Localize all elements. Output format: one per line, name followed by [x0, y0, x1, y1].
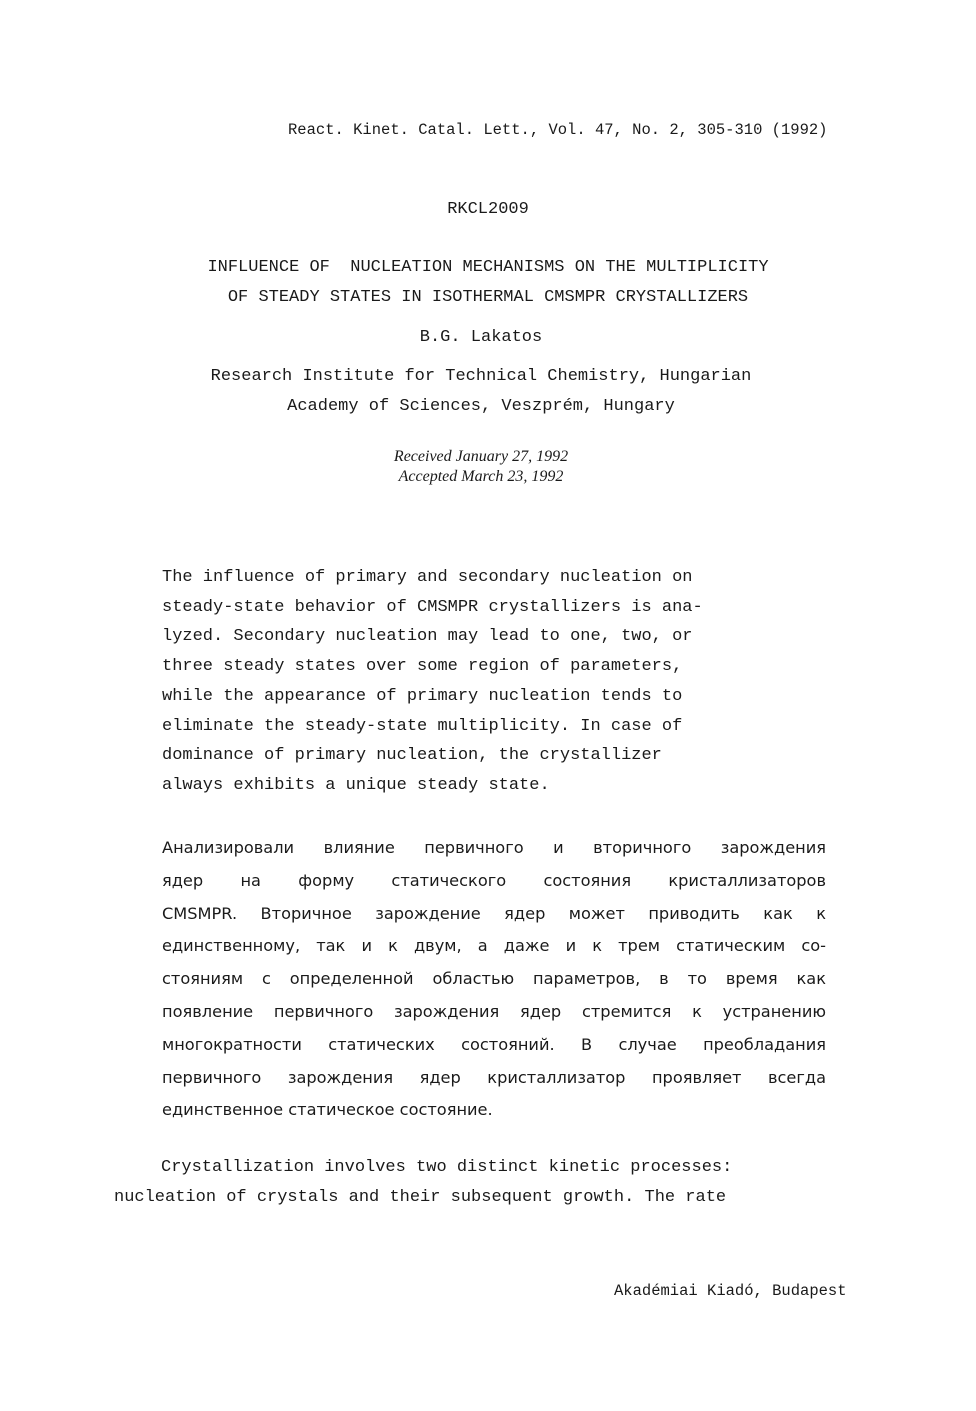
abstract-ru-line: первичного зарождения ядер кристаллизатор проявляет всегда	[162, 1067, 826, 1087]
body-line: Crystallization involves two distinct kinetic processes:	[161, 1158, 733, 1177]
abstract-en-line: while the appearance of primary nucleation tends to	[162, 686, 683, 706]
abstract-ru-line: ядер на форму статического состояния кристаллизаторов	[162, 870, 826, 890]
publisher-footer: Akadémiai Kiadó, Budapest	[614, 1282, 847, 1300]
abstract-en-line: The influence of primary and secondary nucleation on	[162, 568, 693, 587]
title-line-1: INFLUENCE OF NUCLEATION MECHANISMS ON THE MULTIPLICITY	[207, 258, 769, 277]
journal-citation: React. Kinet. Catal. Lett., Vol. 47, No. 2, 305-310 (1992)	[288, 121, 828, 139]
abstract-ru-line: появление первичного зарождения ядер стремится к устранению	[162, 1001, 826, 1021]
abstract-en-line: always exhibits a unique steady state.	[162, 775, 550, 795]
abstract-en-line: lyzed. Secondary nucleation may lead to one, two, or	[162, 627, 693, 647]
body-line: nucleation of crystals and their subsequent growth. The rate	[114, 1187, 727, 1207]
received-date: Received January 27, 1992	[393, 448, 569, 465]
abstract-en-line: steady-state behavior of CMSMPR crystallizers is ana-	[162, 597, 703, 617]
abstract-ru-line: Анализировали влияние первичного и вторичного зарождения	[162, 838, 826, 857]
affiliation-line-1: Research Institute for Technical Chemistry, Hungarian	[210, 367, 752, 386]
affiliation-line-2: Academy of Sciences, Veszprém, Hungary	[287, 397, 675, 416]
abstract-ru-line: CMSMPR. Вторичное зарождение ядер может приводить как к	[162, 903, 826, 923]
abstract-en-line: three steady states over some region of parameters,	[162, 657, 683, 677]
body-paragraph	[114, 1153, 732, 1212]
abstract-en-line: eliminate the steady-state multiplicity. In case of	[162, 716, 683, 736]
abstract-ru-line: единственному, так и к двум, а даже и к трем статическим со-	[162, 936, 826, 956]
title-line-2: OF STEADY STATES IN ISOTHERMAL CMSMPR CRYSTALLIZERS	[227, 288, 749, 307]
article-code: RKCL2009	[447, 200, 529, 219]
abstract-ru-line: единственное статическое состояние.	[162, 1100, 493, 1120]
author-name: B.G. Lakatos	[419, 328, 543, 347]
abstract-english	[162, 563, 703, 801]
accepted-date: Accepted March 23, 1992	[398, 468, 564, 485]
dates-block	[0, 447, 962, 487]
abstract-en-line: dominance of primary nucleation, the crystallizer	[162, 746, 662, 766]
abstract-ru-line: стояниям с определенной областью параметров, в то время как	[162, 969, 826, 989]
abstract-russian	[162, 832, 826, 1127]
abstract-ru-line: многократности статических состояний. В случае преобладания	[162, 1034, 826, 1054]
